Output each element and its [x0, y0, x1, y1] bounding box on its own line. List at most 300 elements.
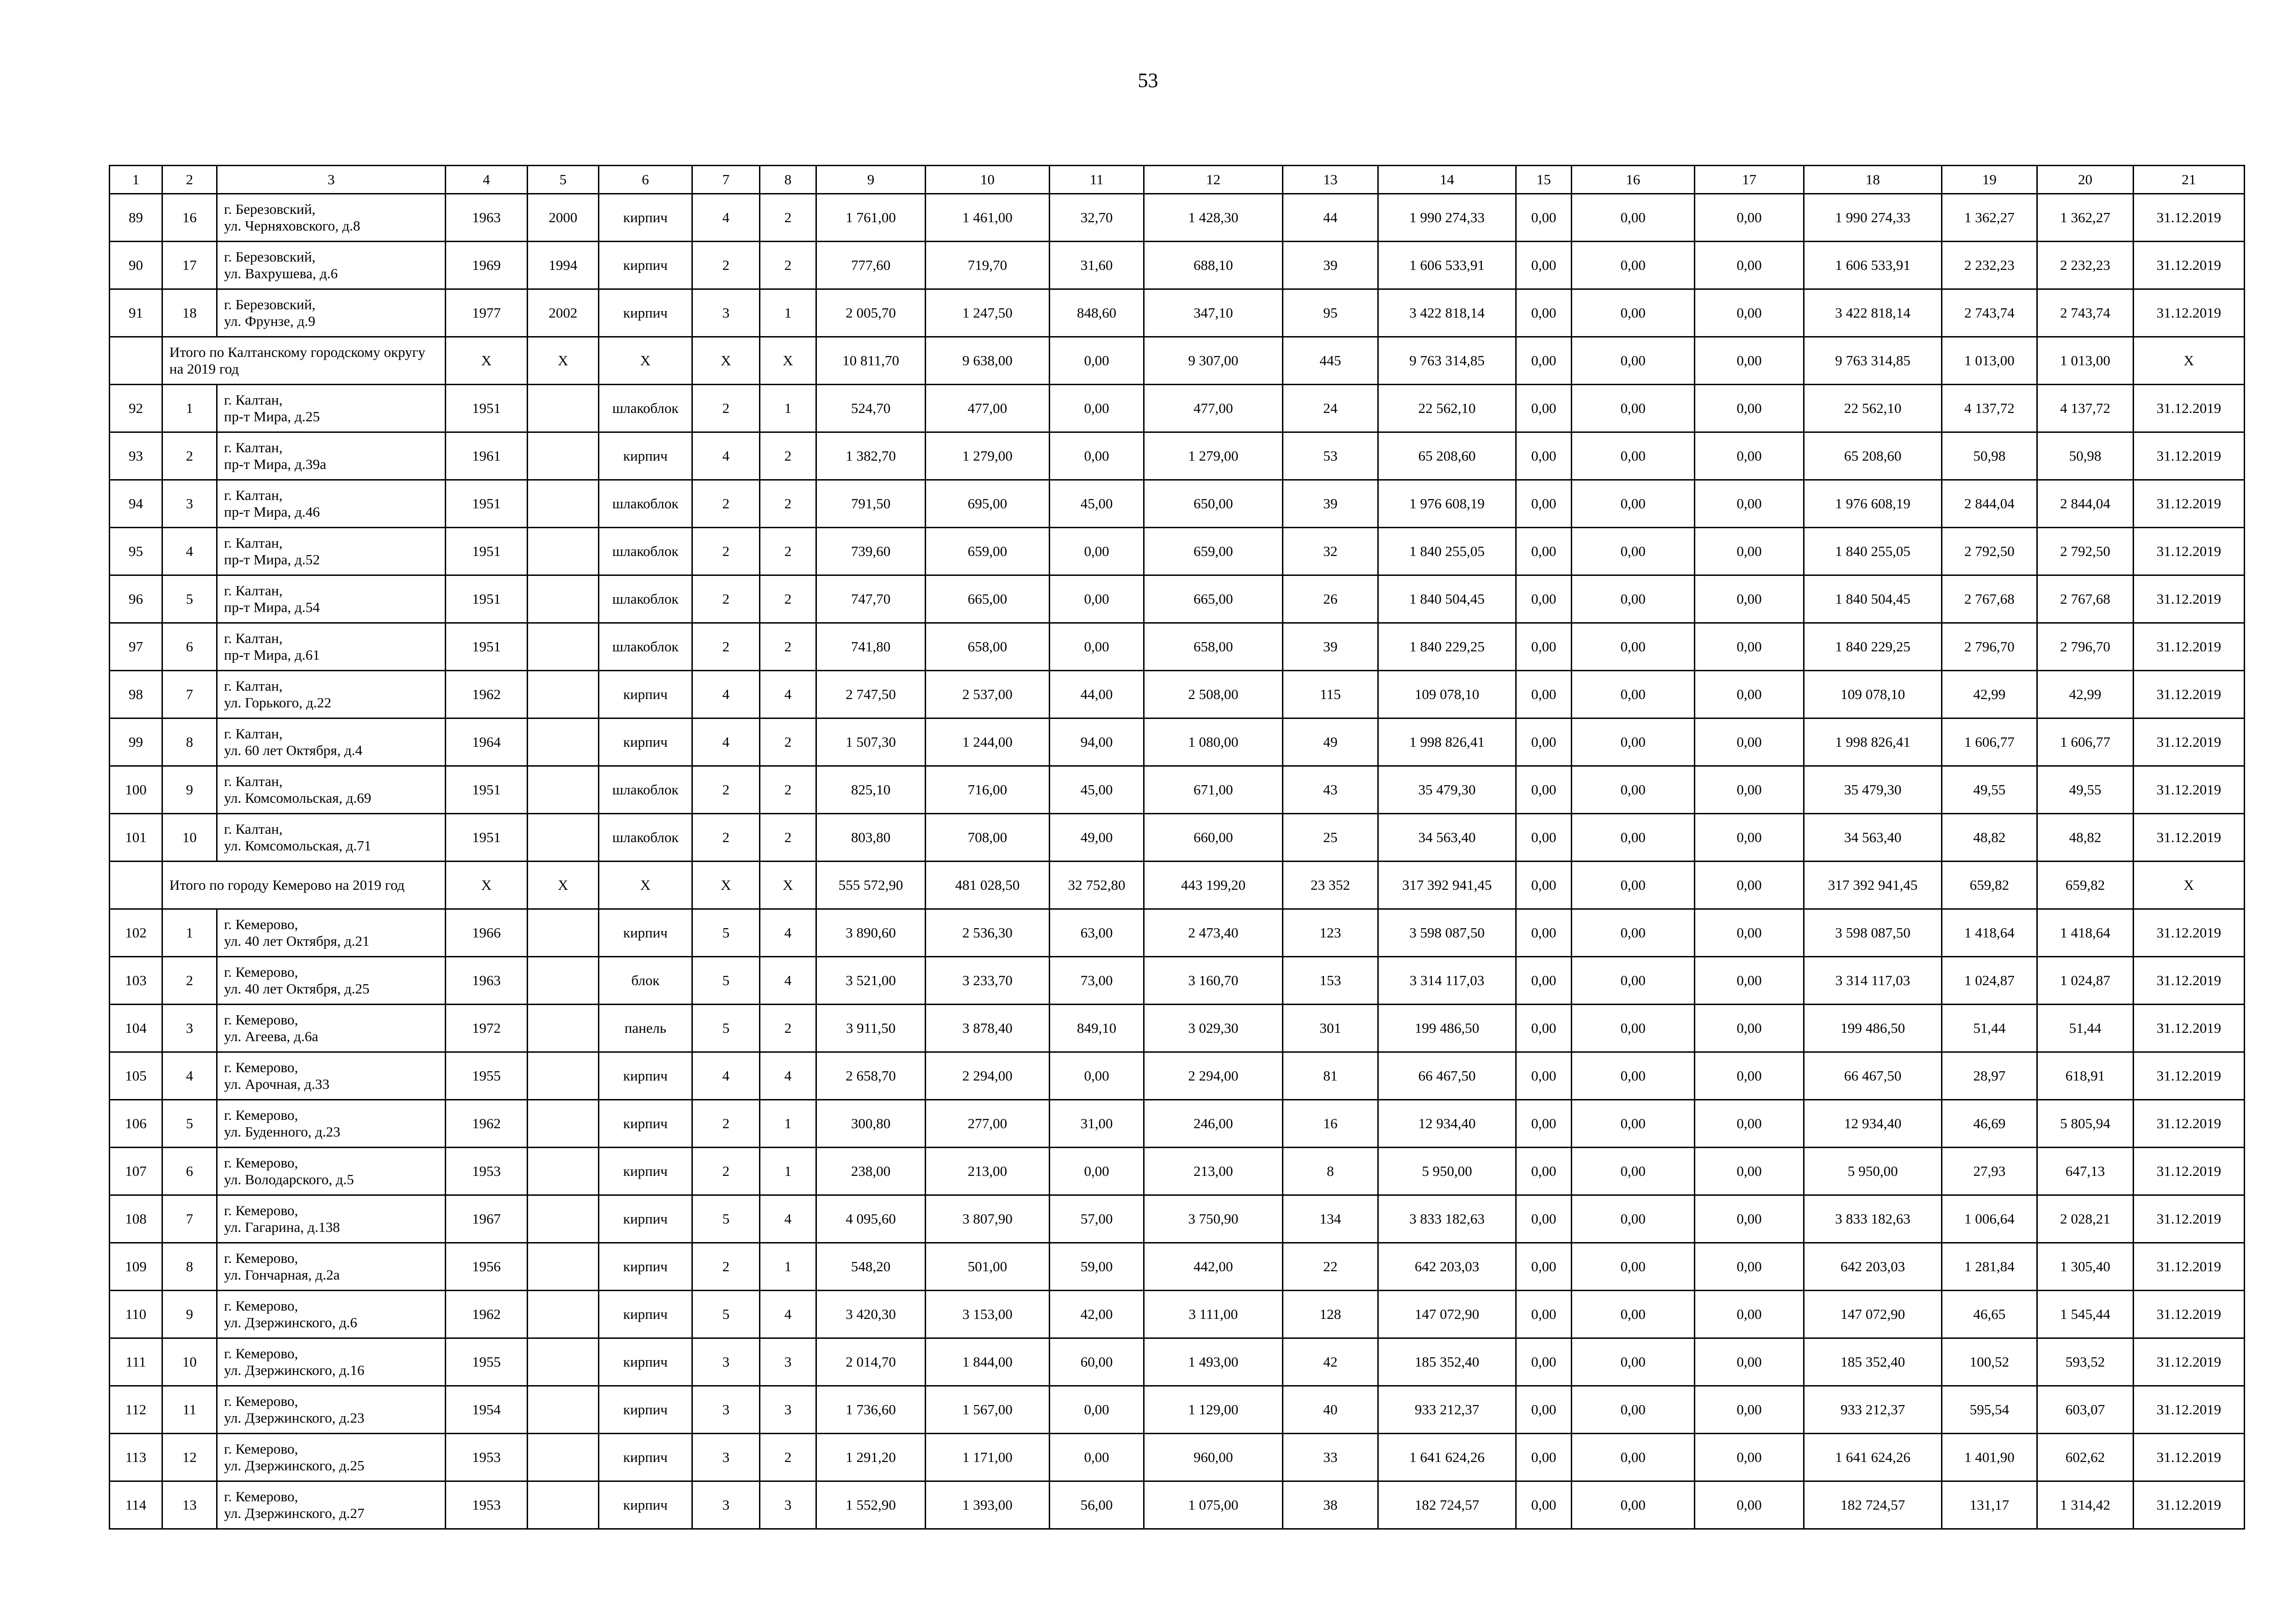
address-line: ул. Горького, д.22 — [224, 694, 331, 711]
table-cell: 2002 — [528, 289, 599, 337]
local-number-cell: 2 — [162, 957, 217, 1005]
table-cell: 9 763 314,85 — [1378, 337, 1516, 385]
table-cell: 0,00 — [1695, 480, 1804, 528]
address-line: г. Березовский, — [224, 201, 316, 217]
table-cell: 0,00 — [1572, 242, 1695, 289]
table-cell: 9 307,00 — [1144, 337, 1283, 385]
table-cell: 147 072,90 — [1378, 1291, 1516, 1338]
table-cell: 31.12.2019 — [2134, 289, 2245, 337]
table-cell: 32 — [1283, 528, 1378, 575]
table-cell: 4 — [760, 1195, 816, 1243]
table-cell: 642 203,03 — [1804, 1243, 1942, 1291]
local-number-cell: 9 — [162, 766, 217, 814]
address-cell — [217, 242, 446, 289]
table-cell: 1 013,00 — [2037, 337, 2134, 385]
table-cell: кирпич — [599, 1148, 692, 1195]
table-cell: 0,00 — [1050, 528, 1144, 575]
table-cell: кирпич — [599, 432, 692, 480]
table-cell: 39 — [1283, 480, 1378, 528]
address-line: г. Кемерово, — [224, 1202, 299, 1218]
subtotal-row — [110, 862, 2245, 909]
table-cell: шлакоблок — [599, 528, 692, 575]
table-cell: кирпич — [599, 909, 692, 957]
local-number-cell: 9 — [162, 1291, 217, 1338]
table-cell: 50,98 — [1942, 432, 2037, 480]
address-line: г. Кемерово, — [224, 1488, 299, 1505]
table-cell: 2 — [692, 1100, 760, 1148]
local-number-cell: 12 — [162, 1434, 217, 1481]
table-cell: 2 658,70 — [816, 1052, 926, 1100]
table-cell: 25 — [1283, 814, 1378, 862]
table-cell: 658,00 — [1144, 623, 1283, 671]
table-row — [110, 1052, 2245, 1100]
address-line: г. Кемерово, — [224, 1012, 299, 1028]
table-cell: 2 — [692, 1148, 760, 1195]
table-cell: 5 950,00 — [1378, 1148, 1516, 1195]
table-cell: 182 724,57 — [1378, 1481, 1516, 1529]
table-cell: 1955 — [446, 1338, 528, 1386]
table-cell: 95 — [1283, 289, 1378, 337]
table-cell: 0,00 — [1050, 1148, 1144, 1195]
column-header: 12 — [1144, 166, 1283, 194]
table-cell: кирпич — [599, 289, 692, 337]
table-cell: 2 508,00 — [1144, 671, 1283, 718]
address-line: г. Кемерово, — [224, 1298, 299, 1314]
table-cell: 2 796,70 — [2037, 623, 2134, 671]
table-row — [110, 1386, 2245, 1434]
row-number-cell: 108 — [110, 1195, 162, 1243]
table-cell: 109 078,10 — [1804, 671, 1942, 718]
table-cell: 1 545,44 — [2037, 1291, 2134, 1338]
table-cell — [528, 480, 599, 528]
table-cell: 2 844,04 — [2037, 480, 2134, 528]
table-cell: 1 291,20 — [816, 1434, 926, 1481]
table-cell: 3 598 087,50 — [1804, 909, 1942, 957]
address-line: г. Калтан, — [224, 773, 283, 789]
table-cell: 2 — [760, 814, 816, 862]
table-cell: 44,00 — [1050, 671, 1144, 718]
address-line: пр-т Мира, д.25 — [224, 408, 320, 425]
table-row — [110, 528, 2245, 575]
table-cell: 4 — [692, 194, 760, 242]
table-cell — [528, 575, 599, 623]
table-cell: блок — [599, 957, 692, 1005]
subtotal-row — [110, 337, 2245, 385]
table-cell: 1962 — [446, 1291, 528, 1338]
table-cell — [528, 909, 599, 957]
table-cell: 46,65 — [1942, 1291, 2037, 1338]
table-cell: кирпич — [599, 1291, 692, 1338]
address-line: г. Калтан, — [224, 630, 283, 646]
local-number-cell: 6 — [162, 623, 217, 671]
table-cell: 0,00 — [1516, 575, 1572, 623]
table-row — [110, 1481, 2245, 1529]
table-cell: 0,00 — [1695, 766, 1804, 814]
column-header: 7 — [692, 166, 760, 194]
column-header: 21 — [2134, 166, 2245, 194]
table-cell: 0,00 — [1695, 671, 1804, 718]
table-cell: 2 — [760, 766, 816, 814]
table-cell: 2 — [692, 528, 760, 575]
table-cell: 31.12.2019 — [2134, 1481, 2245, 1529]
table-cell: 22 562,10 — [1378, 385, 1516, 432]
address-cell — [217, 957, 446, 1005]
address-line: ул. Агеева, д.6а — [224, 1028, 318, 1044]
table-cell: 51,44 — [2037, 1005, 2134, 1052]
table-cell: 0,00 — [1695, 289, 1804, 337]
table-cell: 31.12.2019 — [2134, 1243, 2245, 1291]
table-cell: 548,20 — [816, 1243, 926, 1291]
table-cell: 213,00 — [1144, 1148, 1283, 1195]
table-cell: 1 281,84 — [1942, 1243, 2037, 1291]
table-cell: 0,00 — [1516, 385, 1572, 432]
table-cell: 66 467,50 — [1804, 1052, 1942, 1100]
table-cell: 31.12.2019 — [2134, 528, 2245, 575]
local-number-cell: 11 — [162, 1386, 217, 1434]
row-number-cell — [110, 862, 162, 909]
table-cell: 12 934,40 — [1804, 1100, 1942, 1148]
column-header: 16 — [1572, 166, 1695, 194]
table-cell: 1 990 274,33 — [1804, 194, 1942, 242]
address-line: г. Кемерово, — [224, 1393, 299, 1409]
table-row — [110, 289, 2245, 337]
table-cell: X — [760, 862, 816, 909]
table-cell: 0,00 — [1695, 909, 1804, 957]
table-cell: 1 976 608,19 — [1804, 480, 1942, 528]
table-cell: 246,00 — [1144, 1100, 1283, 1148]
table-cell: 0,00 — [1695, 432, 1804, 480]
table-cell: 0,00 — [1572, 814, 1695, 862]
table-cell: 1 — [760, 289, 816, 337]
table-cell: 0,00 — [1572, 1434, 1695, 1481]
column-header: 6 — [599, 166, 692, 194]
address-line: ул. Гончарная, д.2а — [224, 1267, 340, 1283]
table-cell: 0,00 — [1572, 623, 1695, 671]
address-line: г. Калтан, — [224, 678, 283, 694]
table-cell: 1 606 533,91 — [1378, 242, 1516, 289]
table-cell: 3 — [760, 1338, 816, 1386]
table-cell: 4 095,60 — [816, 1195, 926, 1243]
row-number-cell: 107 — [110, 1148, 162, 1195]
table-cell: 1 493,00 — [1144, 1338, 1283, 1386]
column-header: 14 — [1378, 166, 1516, 194]
table-cell: 109 078,10 — [1378, 671, 1516, 718]
local-number-cell: 3 — [162, 480, 217, 528]
table-cell: шлакоблок — [599, 575, 692, 623]
table-cell: 4 — [760, 671, 816, 718]
row-number-cell: 99 — [110, 718, 162, 766]
table-cell — [528, 1100, 599, 1148]
table-cell: 0,00 — [1572, 957, 1695, 1005]
row-number-cell: 100 — [110, 766, 162, 814]
table-cell: 5 — [692, 957, 760, 1005]
table-cell: 0,00 — [1572, 766, 1695, 814]
table-cell: 1969 — [446, 242, 528, 289]
table-cell: 1 362,27 — [1942, 194, 2037, 242]
table-cell: X — [528, 337, 599, 385]
column-header: 17 — [1695, 166, 1804, 194]
table-cell: 0,00 — [1572, 1052, 1695, 1100]
row-number-cell: 104 — [110, 1005, 162, 1052]
table-cell: 42,00 — [1050, 1291, 1144, 1338]
table-cell: 31.12.2019 — [2134, 432, 2245, 480]
table-cell: 199 486,50 — [1804, 1005, 1942, 1052]
table-row — [110, 1005, 2245, 1052]
table-cell: 0,00 — [1572, 528, 1695, 575]
local-number-cell: 7 — [162, 671, 217, 718]
local-number-cell: 5 — [162, 575, 217, 623]
row-number-cell: 112 — [110, 1386, 162, 1434]
table-cell: 1 976 608,19 — [1378, 480, 1516, 528]
table-cell: 1963 — [446, 194, 528, 242]
table-cell: 32,70 — [1050, 194, 1144, 242]
address-cell — [217, 289, 446, 337]
table-cell: 131,17 — [1942, 1481, 2037, 1529]
address-line: пр-т Мира, д.54 — [224, 599, 320, 615]
table-cell: 3 911,50 — [816, 1005, 926, 1052]
address-line: ул. Гагарина, д.138 — [224, 1219, 340, 1235]
address-line: ул. 60 лет Октября, д.4 — [224, 742, 362, 758]
table-cell: 65 208,60 — [1378, 432, 1516, 480]
column-header: 20 — [2037, 166, 2134, 194]
table-cell: 0,00 — [1695, 242, 1804, 289]
table-cell: 185 352,40 — [1804, 1338, 1942, 1386]
table-cell: 1 171,00 — [926, 1434, 1050, 1481]
table-cell: 185 352,40 — [1378, 1338, 1516, 1386]
table-cell: 0,00 — [1516, 1243, 1572, 1291]
table-cell: 1951 — [446, 385, 528, 432]
table-cell: 45,00 — [1050, 480, 1144, 528]
row-number-cell — [110, 337, 162, 385]
table-cell: 4 — [760, 1291, 816, 1338]
table-cell — [528, 671, 599, 718]
table-cell: 933 212,37 — [1378, 1386, 1516, 1434]
table-cell: 4 137,72 — [1942, 385, 2037, 432]
table-cell: 44 — [1283, 194, 1378, 242]
table-cell: 50,98 — [2037, 432, 2134, 480]
table-cell: 1 840 255,05 — [1804, 528, 1942, 575]
table-cell: 12 934,40 — [1378, 1100, 1516, 1148]
table-cell: 0,00 — [1695, 385, 1804, 432]
local-number-cell: 13 — [162, 1481, 217, 1529]
table-cell: 0,00 — [1516, 528, 1572, 575]
table-cell: 49 — [1283, 718, 1378, 766]
table-cell: 5 — [692, 1291, 760, 1338]
table-cell: 3 153,00 — [926, 1291, 1050, 1338]
table-cell: 4 — [760, 909, 816, 957]
table-cell: 347,10 — [1144, 289, 1283, 337]
table-cell: 3 521,00 — [816, 957, 926, 1005]
table-cell: кирпич — [599, 1243, 692, 1291]
address-line: г. Кемерово, — [224, 1250, 299, 1266]
row-number-cell: 111 — [110, 1338, 162, 1386]
table-cell: 2 792,50 — [1942, 528, 2037, 575]
table-cell: 0,00 — [1572, 1005, 1695, 1052]
table-cell: 0,00 — [1695, 1195, 1804, 1243]
housing-registry-table — [109, 165, 2245, 1530]
table-cell: 48,82 — [2037, 814, 2134, 862]
table-cell: 2 536,30 — [926, 909, 1050, 957]
table-cell: 603,07 — [2037, 1386, 2134, 1434]
address-line: ул. Черняховского, д.8 — [224, 218, 361, 234]
table-cell: 1962 — [446, 1100, 528, 1148]
table-cell: 45,00 — [1050, 766, 1144, 814]
row-number-cell: 105 — [110, 1052, 162, 1100]
address-line: ул. Комсомольская, д.69 — [224, 790, 372, 806]
table-cell: 1 606 533,91 — [1804, 242, 1942, 289]
table-cell: 2 232,23 — [1942, 242, 2037, 289]
address-line: ул. Дзержинского, д.27 — [224, 1505, 365, 1521]
table-cell: 0,00 — [1516, 194, 1572, 242]
table-cell: 602,62 — [2037, 1434, 2134, 1481]
table-cell: 42,99 — [1942, 671, 2037, 718]
table-cell: 31.12.2019 — [2134, 1195, 2245, 1243]
table-cell: 3 — [692, 1481, 760, 1529]
table-cell: 1 279,00 — [1144, 432, 1283, 480]
table-cell: 2 294,00 — [926, 1052, 1050, 1100]
table-cell — [528, 1052, 599, 1100]
table-cell: 31.12.2019 — [2134, 242, 2245, 289]
table-cell: 658,00 — [926, 623, 1050, 671]
table-cell: 0,00 — [1572, 289, 1695, 337]
table-cell: 2000 — [528, 194, 599, 242]
table-cell: 0,00 — [1695, 1291, 1804, 1338]
table-cell: 719,70 — [926, 242, 1050, 289]
table-cell: 4 — [692, 718, 760, 766]
table-cell: 2 — [692, 385, 760, 432]
table-cell: 708,00 — [926, 814, 1050, 862]
table-cell: 1 279,00 — [926, 432, 1050, 480]
table-cell: шлакоблок — [599, 385, 692, 432]
table-cell: 659,82 — [2037, 862, 2134, 909]
address-line: г. Березовский, — [224, 296, 316, 312]
row-number-cell: 106 — [110, 1100, 162, 1148]
address-cell — [217, 1243, 446, 1291]
table-cell: 642 203,03 — [1378, 1243, 1516, 1291]
table-cell: 0,00 — [1516, 1338, 1572, 1386]
address-cell — [217, 1338, 446, 1386]
table-cell: X — [446, 862, 528, 909]
table-row — [110, 718, 2245, 766]
row-number-cell: 97 — [110, 623, 162, 671]
table-cell: 0,00 — [1695, 528, 1804, 575]
table-cell: кирпич — [599, 1434, 692, 1481]
table-cell: 59,00 — [1050, 1243, 1144, 1291]
address-cell — [217, 766, 446, 814]
table-cell: 1 418,64 — [1942, 909, 2037, 957]
table-cell: 38 — [1283, 1481, 1378, 1529]
table-cell: 0,00 — [1695, 575, 1804, 623]
table-cell: 716,00 — [926, 766, 1050, 814]
table-row — [110, 1195, 2245, 1243]
table-cell: 4 137,72 — [2037, 385, 2134, 432]
table-cell: 34 563,40 — [1804, 814, 1942, 862]
table-cell — [528, 623, 599, 671]
table-cell: 3 833 182,63 — [1804, 1195, 1942, 1243]
table-cell: 1 013,00 — [1942, 337, 2037, 385]
table-cell: 31.12.2019 — [2134, 623, 2245, 671]
table-cell: 647,13 — [2037, 1148, 2134, 1195]
table-cell: 3 — [692, 1386, 760, 1434]
table-cell: 2 767,68 — [1942, 575, 2037, 623]
table-cell: 0,00 — [1572, 718, 1695, 766]
table-cell: 1 990 274,33 — [1378, 194, 1516, 242]
table-cell: 0,00 — [1695, 814, 1804, 862]
row-number-cell: 102 — [110, 909, 162, 957]
table-cell: 1967 — [446, 1195, 528, 1243]
table-cell: 0,00 — [1516, 1434, 1572, 1481]
table-cell: 2 — [760, 575, 816, 623]
local-number-cell: 17 — [162, 242, 217, 289]
table-cell: 659,82 — [1942, 862, 2037, 909]
table-cell: 0,00 — [1572, 1481, 1695, 1529]
table-cell: 0,00 — [1050, 385, 1144, 432]
address-cell — [217, 194, 446, 242]
row-number-cell: 91 — [110, 289, 162, 337]
table-cell: кирпич — [599, 1100, 692, 1148]
table-row — [110, 575, 2245, 623]
table-cell: 777,60 — [816, 242, 926, 289]
table-cell: 3 750,90 — [1144, 1195, 1283, 1243]
table-cell: 0,00 — [1516, 1291, 1572, 1338]
table-cell — [528, 1195, 599, 1243]
table-cell — [528, 814, 599, 862]
table-cell: 1964 — [446, 718, 528, 766]
table-cell: 0,00 — [1050, 1386, 1144, 1434]
table-cell: 3 878,40 — [926, 1005, 1050, 1052]
address-cell — [217, 671, 446, 718]
table-cell: 42 — [1283, 1338, 1378, 1386]
table-cell: 56,00 — [1050, 1481, 1144, 1529]
table-cell: 5 — [692, 1005, 760, 1052]
table-cell: 825,10 — [816, 766, 926, 814]
table-cell: 43 — [1283, 766, 1378, 814]
row-number-cell: 101 — [110, 814, 162, 862]
table-cell: 2 005,70 — [816, 289, 926, 337]
table-cell: 1962 — [446, 671, 528, 718]
table-cell: 73,00 — [1050, 957, 1144, 1005]
table-cell: 1 840 229,25 — [1804, 623, 1942, 671]
table-cell: 4 — [692, 1052, 760, 1100]
table-cell: 9 638,00 — [926, 337, 1050, 385]
table-cell: 0,00 — [1572, 1386, 1695, 1434]
table-row — [110, 909, 2245, 957]
address-line: г. Калтан, — [224, 582, 283, 599]
address-cell — [217, 1291, 446, 1338]
table-cell: 0,00 — [1572, 432, 1695, 480]
table-cell: 1 567,00 — [926, 1386, 1050, 1434]
table-row — [110, 480, 2245, 528]
table-cell: X — [599, 337, 692, 385]
local-number-cell: 8 — [162, 1243, 217, 1291]
table-cell: кирпич — [599, 1338, 692, 1386]
table-cell: 3 890,60 — [816, 909, 926, 957]
table-row — [110, 1148, 2245, 1195]
table-cell: 8 — [1283, 1148, 1378, 1195]
table-row — [110, 1434, 2245, 1481]
address-line: г. Кемерово, — [224, 1345, 299, 1362]
table-cell: 35 479,30 — [1378, 766, 1516, 814]
table-cell: 933 212,37 — [1804, 1386, 1942, 1434]
table-cell: 53 — [1283, 432, 1378, 480]
local-number-cell: 1 — [162, 909, 217, 957]
address-line: г. Калтан, — [224, 535, 283, 551]
table-row — [110, 814, 2245, 862]
table-cell: 32 752,80 — [1050, 862, 1144, 909]
table-cell: 2 — [692, 766, 760, 814]
address-line: г. Кемерово, — [224, 1107, 299, 1123]
table-cell: 1 998 826,41 — [1378, 718, 1516, 766]
